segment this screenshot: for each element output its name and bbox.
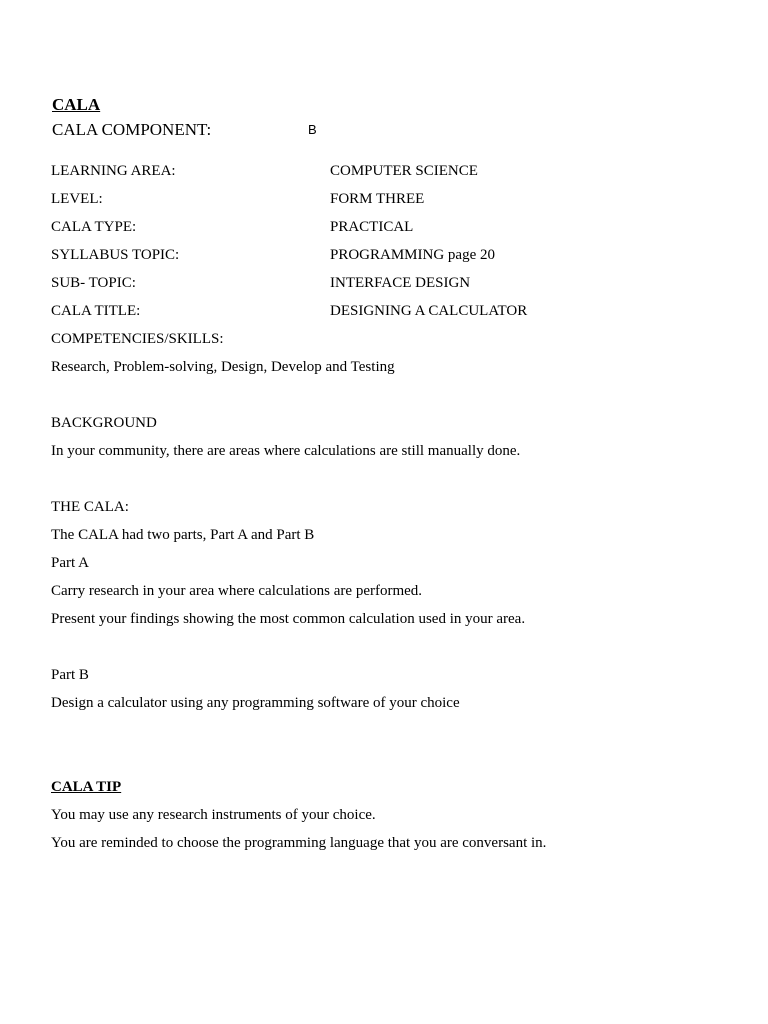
part-b-text: Design a calculator using any programming software of your choice bbox=[51, 695, 460, 711]
competencies-text: Research, Problem-solving, Design, Develop and Testing bbox=[51, 359, 395, 375]
part-b-heading: Part B bbox=[51, 667, 89, 683]
the-cala-heading: THE CALA: bbox=[51, 499, 129, 515]
cala-type-label: CALA TYPE: bbox=[51, 219, 137, 235]
cala-component-label: CALA COMPONENT: bbox=[52, 120, 212, 139]
background-heading: BACKGROUND bbox=[51, 415, 157, 431]
learning-area-label: LEARNING AREA: bbox=[51, 163, 176, 179]
part-a-line: Present your findings showing the most common calculation used in your area. bbox=[51, 611, 526, 627]
level-value: FORM THREE bbox=[330, 191, 425, 207]
sub-topic-label: SUB- TOPIC: bbox=[51, 275, 136, 291]
cala-tip-line: You are reminded to choose the programming language that you are conversant in. bbox=[51, 835, 547, 851]
syllabus-topic-label: SYLLABUS TOPIC: bbox=[51, 247, 180, 263]
level-label: LEVEL: bbox=[51, 191, 103, 207]
part-a-line: Carry research in your area where calculations are performed. bbox=[51, 583, 423, 599]
cala-type-value: PRACTICAL bbox=[330, 219, 414, 235]
sub-topic-value: INTERFACE DESIGN bbox=[330, 275, 471, 291]
background-text: In your community, there are areas where calculations are still manually done. bbox=[51, 443, 521, 459]
part-a-heading: Part A bbox=[51, 555, 89, 571]
cala-tip-line: You may use any research instruments of your choice. bbox=[51, 807, 376, 823]
cala-title-label: CALA TITLE: bbox=[51, 303, 141, 319]
syllabus-topic-value: PROGRAMMING page 20 bbox=[330, 247, 495, 263]
document-title: CALA bbox=[52, 95, 101, 114]
competencies-label: COMPETENCIES/SKILLS: bbox=[51, 331, 224, 347]
cala-title-value: DESIGNING A CALCULATOR bbox=[330, 303, 528, 319]
the-cala-intro: The CALA had two parts, Part A and Part B bbox=[51, 527, 315, 543]
learning-area-value: COMPUTER SCIENCE bbox=[330, 163, 478, 179]
cala-tip-heading: CALA TIP bbox=[51, 779, 122, 795]
cala-component-value: B bbox=[308, 122, 317, 137]
